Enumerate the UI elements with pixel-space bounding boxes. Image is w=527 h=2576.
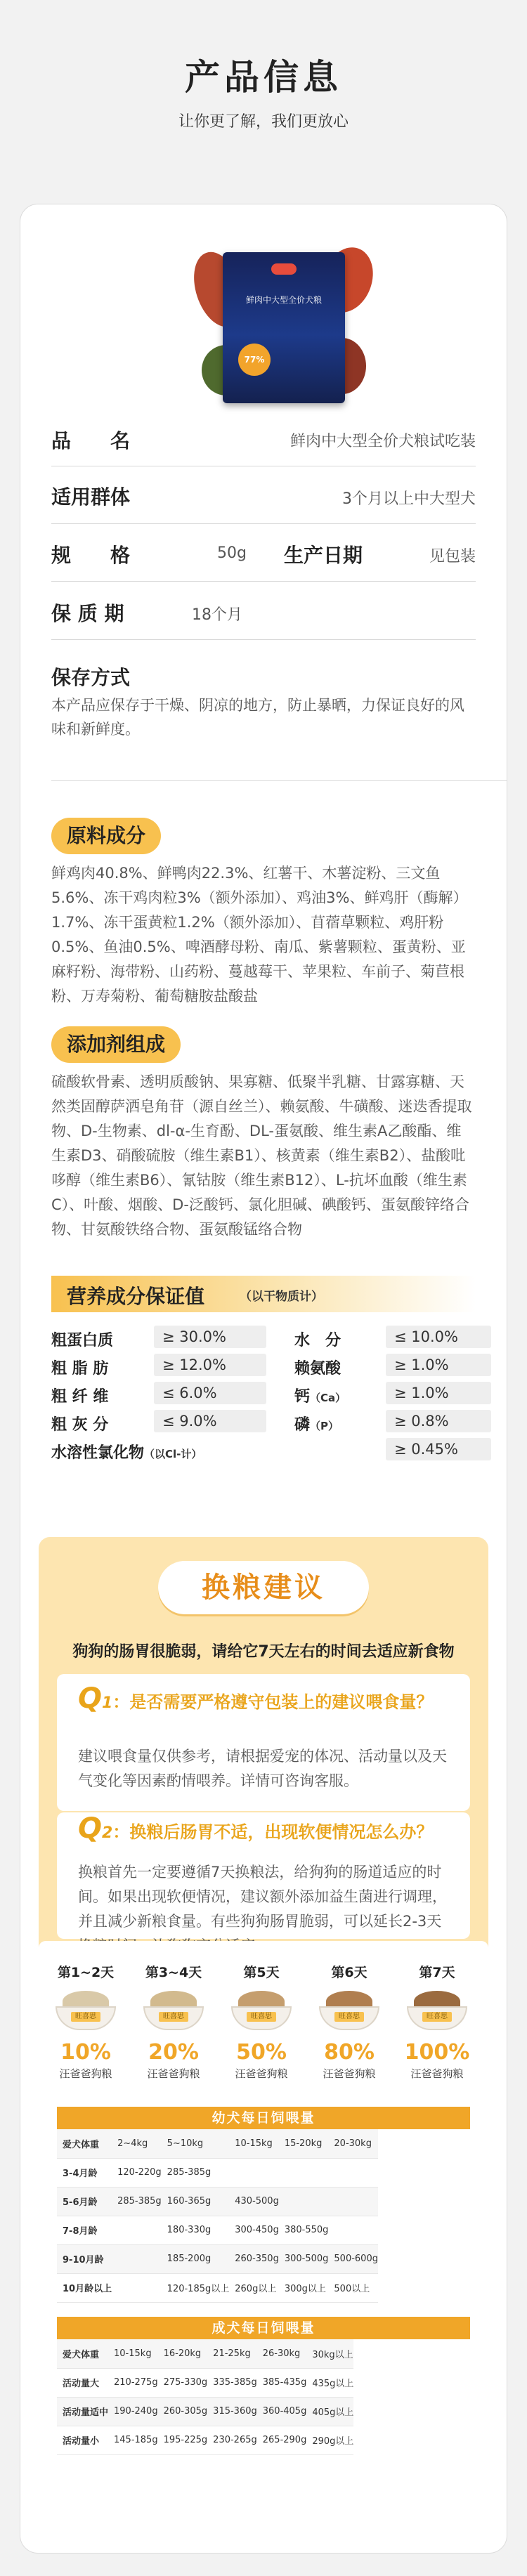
- table-cell: 195-225g: [158, 2426, 208, 2454]
- day-percent: 100%: [404, 2040, 470, 2065]
- nutrient-value: ≥ 1.0%: [386, 1354, 491, 1376]
- table-cell: 爱犬体重: [57, 2129, 112, 2158]
- day-step: [47, 1962, 124, 2081]
- storage-label: 保存方式: [51, 666, 131, 689]
- faq-answer: 建议喂食量仅供参考，请根据爱宠的体况、活动量以及天气变化等因素酌情喂养。详情可咨询客服。: [78, 1748, 447, 1789]
- table-cell: [279, 2158, 329, 2187]
- day-label: 第3~4天: [145, 1965, 202, 1980]
- nutrition-title: 营养成分保证值: [67, 1285, 205, 1308]
- nutrient-label: 粗 纤 维: [51, 1388, 109, 1406]
- group-label: 适用群体: [51, 485, 131, 509]
- table-row: [57, 2216, 378, 2244]
- table-cell: 9-10月龄: [57, 2244, 112, 2273]
- day-note: 汪爸爸狗粮: [323, 2067, 376, 2080]
- table-cell: 活动量大: [57, 2368, 108, 2397]
- pack-name: 鲜肉中大型全价犬粮: [245, 295, 322, 305]
- table-cell: 2~4kg: [112, 2129, 162, 2158]
- table-row: [57, 2397, 353, 2426]
- table-row: [57, 2187, 378, 2216]
- table-cell: 360-405g: [257, 2397, 307, 2426]
- food-bowl-icon: [143, 1991, 204, 2032]
- table-cell: [112, 2273, 162, 2302]
- table-cell: [229, 2158, 279, 2187]
- nutrient-label: 水溶性氯化物（以Cl-计）: [51, 1444, 202, 1462]
- table-cell: 185-200g: [162, 2244, 230, 2273]
- nutrient-value: ≤ 9.0%: [154, 1410, 266, 1432]
- table-cell: 405g以上: [306, 2397, 353, 2426]
- nutrient-value: ≥ 0.45%: [386, 1438, 491, 1460]
- day-label: 第5天: [243, 1965, 280, 1980]
- table-cell: [328, 2187, 378, 2216]
- table-row: [57, 2244, 378, 2273]
- table-cell: 120-185g以上: [162, 2273, 230, 2302]
- food-bowl-icon: [319, 1991, 379, 2032]
- day-note: 汪爸爸狗粮: [235, 2067, 288, 2080]
- day-label: 第6天: [331, 1965, 367, 1980]
- nutrient-value: ≤ 6.0%: [154, 1382, 266, 1404]
- swap-title: 换粮建议: [158, 1561, 369, 1614]
- table-cell: 5~10kg: [162, 2129, 230, 2158]
- table-cell: 10月龄以上: [57, 2273, 112, 2302]
- adult-feeding-table: [57, 2339, 353, 2455]
- table-cell: 380-550g: [279, 2216, 329, 2244]
- day-note: 汪爸爸狗粮: [59, 2067, 112, 2080]
- page-title: 产品信息: [185, 57, 342, 98]
- nutrition-subtitle: （以干物质计）: [240, 1290, 323, 1304]
- puppy-feeding-table: [57, 2129, 378, 2303]
- swap-subtitle: 狗狗的肠胃很脆弱，请给它7天左右的时间去适应新食物: [72, 1643, 455, 1661]
- table-cell: 285-385g: [112, 2187, 162, 2216]
- table-cell: 210-275g: [108, 2368, 158, 2397]
- table-cell: 230-265g: [207, 2426, 257, 2454]
- day-percent: 10%: [60, 2040, 111, 2065]
- table-cell: 16-20kg: [158, 2339, 208, 2368]
- table-cell: 300-450g: [229, 2216, 279, 2244]
- table-row: [57, 2129, 378, 2158]
- table-cell: 190-240g: [108, 2397, 158, 2426]
- nutrient-value: ≥ 0.8%: [386, 1410, 491, 1432]
- table-row: [57, 2368, 353, 2397]
- feeding-schedule: [39, 1941, 488, 2554]
- table-cell: 21-25kg: [207, 2339, 257, 2368]
- divider: [51, 780, 507, 781]
- nutrient-label: 钙（Ca）: [294, 1388, 346, 1406]
- day-step: [398, 1962, 476, 2081]
- table-cell: 265-290g: [257, 2426, 307, 2454]
- name-label: 品 名: [51, 429, 131, 452]
- table-cell: 385-435g: [257, 2368, 307, 2397]
- day-percent: 50%: [236, 2040, 287, 2065]
- ingredients-title: 原料成分: [51, 818, 161, 854]
- table-cell: 10-15kg: [108, 2339, 158, 2368]
- nutrient-label: 粗 灰 分: [51, 1416, 109, 1434]
- table-row: [57, 2158, 378, 2187]
- nutrient-label: 粗 脂 肪: [51, 1360, 109, 1378]
- date-value: 见包装: [429, 548, 476, 565]
- brand-logo: [271, 263, 297, 275]
- day-label: 第1~2天: [57, 1965, 115, 1980]
- product-image: [196, 247, 372, 405]
- nutrient-value: ≥ 12.0%: [154, 1354, 266, 1376]
- divider: [51, 581, 476, 582]
- table-cell: 500以上: [328, 2273, 378, 2302]
- page-subtitle: 让你更了解，我们更放心: [178, 113, 349, 131]
- day-percent: 20%: [148, 2040, 199, 2065]
- bowl-label: 旺喜思: [247, 2012, 276, 2022]
- faq-answer: 换粮首先一定要遵循7天换粮法，给狗狗的肠道适应的时间。如果出现软便情况，建议额外添加益生菌进行调理，并且减少新粮食量。有些狗狗肠胃脆弱，可以延长2-3天: [78, 1864, 447, 1930]
- page-header: [0, 0, 527, 204]
- nutrient-value: ≥ 30.0%: [154, 1326, 266, 1348]
- adult-table-title: 成犬每日饲喂量: [57, 2317, 470, 2339]
- bowl-label: 旺喜思: [71, 2012, 100, 2022]
- table-cell: [328, 2158, 378, 2187]
- table-cell: 500-600g: [328, 2244, 378, 2273]
- spec-label: 规 格: [51, 544, 131, 567]
- faq-question: Q2：换粮后肠胃不适，出现软便情况怎么办？: [78, 1812, 434, 1845]
- shelf-value: 18个月: [192, 606, 242, 624]
- table-cell: 15-20kg: [279, 2129, 329, 2158]
- table-cell: 爱犬体重: [57, 2339, 108, 2368]
- table-cell: 7-8月龄: [57, 2216, 112, 2244]
- table-cell: [328, 2216, 378, 2244]
- divider: [51, 639, 476, 640]
- table-cell: 300-500g: [279, 2244, 329, 2273]
- additives-title: 添加剂组成: [51, 1026, 181, 1063]
- table-cell: 335-385g: [207, 2368, 257, 2397]
- additives-text: 硫酸软骨素、透明质酸钠、果寡糖、低聚半乳糖、甘露寡糖、天然类固醇萨洒皂角苷（源自丝兰）、赖氨酸、牛磺酸、迷迭香提取物、D-生物素、dl-α-生育酚、DL-蛋氨酸、维生素A乙酸酯、维生素D3、硝酸硫胺（维生素B1）、核黄素（维生素B2）、盐酸吡哆醇（维生素B6）、氰钴胺（维生素B12）、L-抗坏血酸（维生素C）、叶酸、烟酸、D-泛酸钙、氯化胆碱、碘酸钙、蛋氨酸锌络合物、甘氨酸铁络合物、蛋氨酸锰络合物: [51, 1073, 472, 1238]
- spec-value: 50g: [217, 544, 247, 562]
- day-percent: 80%: [324, 2040, 375, 2065]
- table-cell: 30kg以上: [306, 2339, 353, 2368]
- faq-2: [57, 1812, 470, 1939]
- table-cell: 430-500g: [229, 2187, 279, 2216]
- table-cell: 120-220g: [112, 2158, 162, 2187]
- group-value: 3个月以上中大型犬: [342, 490, 476, 508]
- pack-badge: 77%: [238, 344, 271, 376]
- bowl-label: 旺喜思: [159, 2012, 188, 2022]
- day-step: [223, 1962, 300, 2081]
- product-card: [20, 204, 507, 2554]
- nutrient-label: 水 分: [294, 1332, 341, 1349]
- divider: [51, 523, 476, 524]
- table-cell: 290g以上: [306, 2426, 353, 2454]
- table-cell: 5-6月龄: [57, 2187, 112, 2216]
- table-cell: 活动量适中: [57, 2397, 108, 2426]
- table-cell: 活动量小: [57, 2426, 108, 2454]
- table-row: [57, 2273, 378, 2302]
- table-cell: [279, 2187, 329, 2216]
- table-cell: 315-360g: [207, 2397, 257, 2426]
- storage-text: 本产品应保存于干燥、阴凉的地方，防止暴晒，力保证良好的风味和新鲜度。: [51, 697, 464, 738]
- date-label: 生产日期: [284, 544, 363, 567]
- table-cell: 285-385g: [162, 2158, 230, 2187]
- table-cell: 260-305g: [158, 2397, 208, 2426]
- table-cell: 260g以上: [229, 2273, 279, 2302]
- name-value: 鲜肉中大型全价犬粮试吃装: [289, 433, 476, 450]
- food-bowl-icon: [56, 1991, 116, 2032]
- day-step: [311, 1962, 388, 2081]
- day-note: 汪爸爸狗粮: [410, 2067, 464, 2080]
- food-bowl-icon: [231, 1991, 292, 2032]
- table-cell: 275-330g: [158, 2368, 208, 2397]
- table-row: [57, 2339, 353, 2368]
- food-bag: [223, 252, 345, 403]
- table-cell: 145-185g: [108, 2426, 158, 2454]
- table-cell: 3-4月龄: [57, 2158, 112, 2187]
- nutrient-label: 赖氨酸: [294, 1360, 341, 1378]
- table-row: [57, 2426, 353, 2454]
- day-label: 第7天: [419, 1965, 455, 1980]
- table-cell: 260-350g: [229, 2244, 279, 2273]
- table-cell: 300g以上: [279, 2273, 329, 2302]
- ingredients-text: 鲜鸡肉40.8%、鲜鸭肉22.3%、红薯干、木薯淀粉、三文鱼5.6%、冻干鸡肉粒3%（额外添加）、鸡油3%、鲜鸡肝（酶解）1.7%、冻干蛋黄粒1.2%（额外添加）、苜蓿草颗粒、鸡肝粉0.5%、鱼油0.5%、啤酒酵母粉、南瓜、紫薯颗粒、蛋黄粉、亚麻籽粉、海带粉、山药粉、蔓越莓干、苹果粒、车前子、菊苣根粉、万寿菊粉、葡萄糖胺盐酸盐: [51, 865, 468, 1005]
- bowl-label: 旺喜思: [334, 2012, 364, 2022]
- nutrient-value: ≤ 10.0%: [386, 1326, 491, 1348]
- nutrition-header: [51, 1276, 476, 1312]
- faq-1: [57, 1674, 470, 1811]
- shelf-label: 保 质 期: [51, 602, 124, 625]
- puppy-table-title: 幼犬每日饲喂量: [57, 2107, 470, 2129]
- table-cell: 180-330g: [162, 2216, 230, 2244]
- nutrient-label: 磷（P）: [294, 1416, 339, 1434]
- day-step: [135, 1962, 212, 2081]
- table-cell: [112, 2244, 162, 2273]
- table-cell: [112, 2216, 162, 2244]
- table-cell: 10-15kg: [229, 2129, 279, 2158]
- nutrient-label: 粗蛋白质: [51, 1332, 114, 1349]
- table-cell: 20-30kg: [328, 2129, 378, 2158]
- food-bowl-icon: [407, 1991, 467, 2032]
- table-cell: 435g以上: [306, 2368, 353, 2397]
- faq-question: Q1：是否需要严格遵守包装上的建议喂食量？: [78, 1682, 434, 1715]
- nutrient-value: ≥ 1.0%: [386, 1382, 491, 1404]
- day-note: 汪爸爸狗粮: [147, 2067, 200, 2080]
- table-cell: 160-365g: [162, 2187, 230, 2216]
- bowl-label: 旺喜思: [422, 2012, 452, 2022]
- table-cell: 26-30kg: [257, 2339, 307, 2368]
